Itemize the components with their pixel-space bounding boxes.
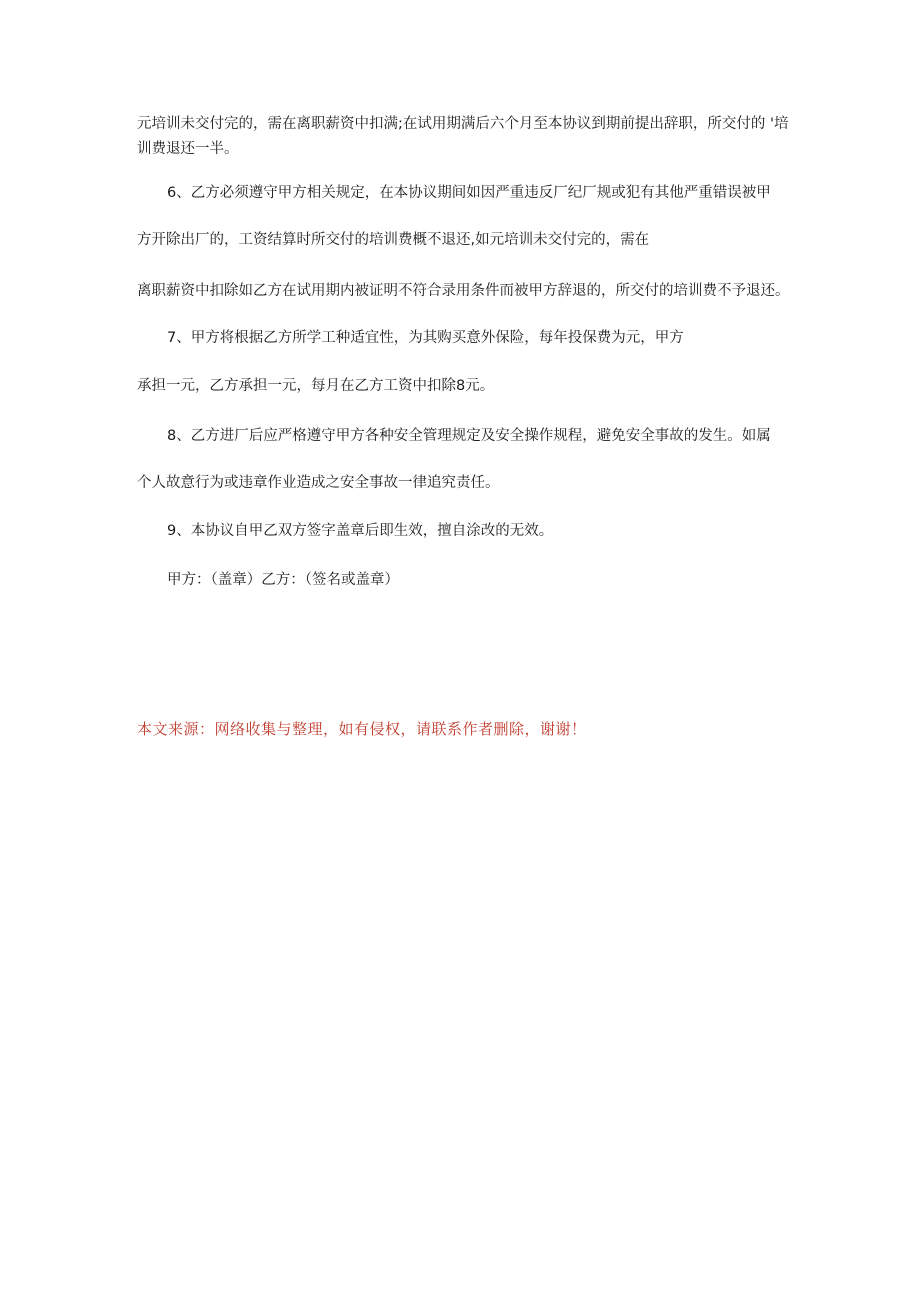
clause-6-line: 6、乙方必须遵守甲方相关规定，在本协议期间如因严重违反厂纪厂规或犯有其他严重错误被甲 <box>167 185 771 201</box>
source-note: 本文来源：网络收集与整理，如有侵权，请联系作者删除，谢谢！ <box>137 720 587 738</box>
paragraph-line: 方开除出厂的，工资结算时所交付的培训费概不退还,如元培训未交付完的，需在 <box>137 232 650 248</box>
clause-7-line: 7、甲方将根据乙方所学工种适宜性，为其购买意外保险，每年投保费为元，甲方 <box>167 330 684 346</box>
paragraph-line: 承担一元，乙方承担一元，每月在乙方工资中扣除8元。 <box>137 378 495 394</box>
paragraph-line: 训费退还一半。 <box>137 141 239 157</box>
paragraph-line: 元培训未交付完的，需在离职薪资中扣满;在试用期满后六个月至本协议到期前提出辞职，所交付的 '培 <box>137 116 789 132</box>
clause-8-line: 8、乙方进厂后应严格遵守甲方各种安全管理规定及安全操作规程，避免安全事故的发生。如属 <box>167 428 771 444</box>
paragraph-line: 个人故意行为或违章作业造成之安全事故一律追究责任。 <box>137 475 500 491</box>
signature-line: 甲方：（盖章）乙方：（签名或盖章） <box>167 572 399 588</box>
paragraph-line: 离职薪资中扣除如乙方在试用期内被证明不符合录用条件而被甲方辞退的，所交付的培训费不予退还。 <box>137 283 790 299</box>
clause-9-line: 9、本协议自甲乙双方签字盖章后即生效，擅自涂改的无效。 <box>167 523 554 539</box>
